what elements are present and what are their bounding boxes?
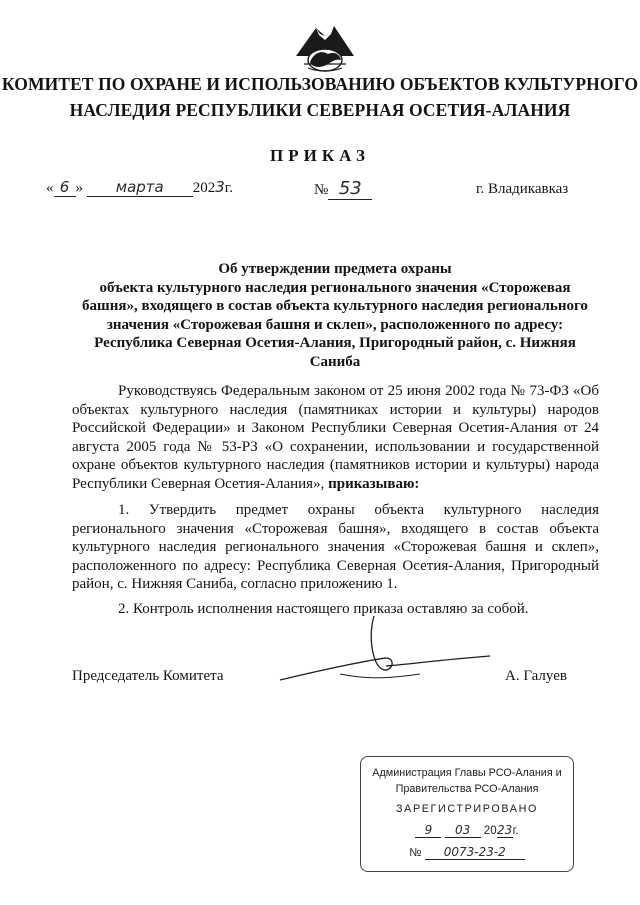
stamp-line-1: Администрация Главы РСО-Алания и (372, 767, 562, 779)
order-item-2: 2. Контроль исполнения настоящего приказа оставляю за собой. (118, 601, 529, 617)
order-keyword: приказываю: (328, 475, 420, 492)
org-name-line1: КОМИТЕТ ПО ОХРАНЕ И ИСПОЛЬЗОВАНИЮ ОБЪЕКТОВ КУЛЬТУРНОГО (1, 74, 639, 94)
order-heading: Об утверждении предмета охраны объекта культурного наследия регионального значения «Сторожевая башня», входящего в состав объекта культурного наследия регионального значения «Сторожевая башня и склеп», расположенного по адресу: Республика Северная Осетия-Алания, Пригородный район, с. Нижняя Саниба (82, 261, 588, 370)
signer-name: А. Галуев (505, 668, 567, 684)
registration-stamp (360, 756, 574, 872)
order-date: « 6 » марта 2023г. (46, 178, 234, 196)
date-day: 6 (54, 178, 76, 197)
republic-emblem (294, 18, 356, 74)
document-title: ПРИКАЗ (270, 146, 370, 165)
org-name-line2: НАСЛЕДИЯ РЕСПУБЛИКИ СЕВЕРНАЯ ОСЕТИЯ-АЛАНИЯ (69, 100, 571, 120)
handwritten-signature (270, 608, 500, 698)
preamble-paragraph: Руководствуясь Федеральным законом от 25 июня 2002 года № 73-ФЗ «Об объектах культурного наследия (памятниках истории и культуры) народов Российской Федерации» и Законом Республики Северная Осетия-Алания от 24 августа 2005 года № 53-РЗ «О сохранении, использовании и государственной охране объектов культурного наследия (памятников истории и культуры) народа Республики Северная Осетия-Алания», приказываю: (72, 383, 599, 492)
signer-position: Председатель Комитета (72, 668, 224, 684)
order-item-1: 1. Утвердить предмет охраны объекта культурного наследия регионального значения «Сторожевая башня», входящего в состав объекта культурного наследия регионального значения «Сторожевая башня и склеп», расположенного по адресу: Республика Северная Осетия-Алания, Пригородный район, с. Нижняя Саниба, согласно приложению 1. (72, 502, 599, 593)
date-month: марта (87, 178, 193, 197)
stamp-date: 9 03 2023г. (361, 823, 573, 838)
city: г. Владикавказ (476, 181, 569, 197)
order-number-value: 53 (328, 178, 372, 200)
stamp-registered: ЗАРЕГИСТРИРОВАНО (396, 803, 538, 815)
stamp-line-2: Правительства РСО-Алания (395, 783, 539, 795)
stamp-number: № 0073-23-2 (361, 845, 573, 860)
order-number: № 53 (314, 178, 372, 200)
